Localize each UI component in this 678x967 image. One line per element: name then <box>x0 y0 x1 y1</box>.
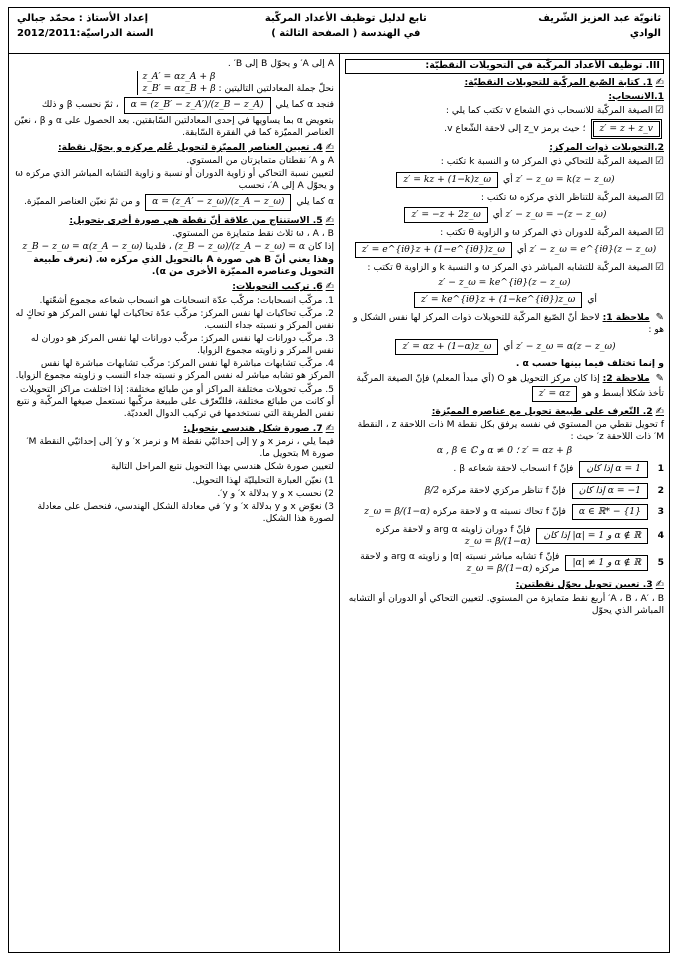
title-block <box>265 12 427 40</box>
school-city: الوادي <box>629 28 661 40</box>
s2-condition: α , β ∈ ℂ و α ≠ 0 ؛ z′ = αz + β <box>436 445 573 457</box>
note-1 <box>345 311 664 336</box>
case-5-condition: |α| ≠ 1 و α ∉ ℝ <box>565 555 648 571</box>
translation-note: ؛ حيث يرمز z_v إلى لاحقة الشّعاع v. <box>444 123 586 135</box>
doc-subtitle: في الهندسة ( الصفحة الثالثة ) <box>271 28 421 40</box>
s4-formula: α = (z_A′ − z_ω)/(z_A − z_ω) <box>145 194 291 210</box>
s7-p1: فيما يلي ، نرمز x و y إلى إحداثيّي نقطة M و نرمز x′ و y′ إلى إحداثيّي النقطة M′ صورة M بتحويل ما. <box>26 436 334 460</box>
case-1-text: فإنّ f انسحاب لاحقة شعاعه β . <box>453 463 574 475</box>
case-3-condition: α ∈ ℝ* − {1} <box>572 504 648 520</box>
rotation-text: ☑ الصيغة المركّبة للدوران ذي المركز ω و الزاوية θ تكتب : <box>345 226 664 239</box>
content-columns <box>9 54 669 951</box>
note-2-label: ملاحظة 2: <box>602 372 650 384</box>
s2-intro: f تحويل نقطي من المستوي في نفسه يرفق بكل نقطة M ذات اللاحقة z ، النقطة M′ ذات اللاحقة z′ حيث : <box>357 419 664 443</box>
s5-formula-2: z_B − z_ω = α(z_A − z_ω) <box>22 240 143 252</box>
s5-formula-line <box>14 241 334 253</box>
case-2 <box>345 482 664 500</box>
pencil-icon: ✍ <box>655 405 664 417</box>
s5-p4: وهذا يعني أنّ B هي صورة A بالتحويل الذي مركزه ω. (نعرف طبيعة التحويل وعناصره المميّزة الأخرى من α). <box>33 254 334 278</box>
case-4-value: z_ω = β/(1−α) <box>464 536 531 548</box>
note-1-formulas <box>345 338 664 356</box>
case-5-number: 5 <box>657 557 664 569</box>
homothety-formula-1: z′ = kz + (1−k)z_ω <box>396 172 498 188</box>
s5-p1: ω ، A ، B ثلاث نقط متمايزة من المستوي. <box>172 227 334 239</box>
case-2-value: β/2 <box>424 484 440 496</box>
homothety-formulas <box>345 171 664 189</box>
s4-p1: A و A′ نقطتان متمايزتان من المستوي. <box>186 155 334 167</box>
translation-formula-line <box>345 118 664 140</box>
case-2-condition: إذا كان α = −1 <box>572 483 648 499</box>
symmetry-formula-1: z′ = −z + 2z_ω <box>404 207 487 223</box>
translation-text: ☑ الصيغة المركّبة للانسحاب ذي الشعاع v تكتب كما يلي : <box>345 104 664 117</box>
s3-text: A ، B ، A′ ، B′ أربع نقط متمايزة من المستوي. لتعيين التحاكي أو الدوران أو التشابه المباشر الذي يحوّل <box>348 592 664 616</box>
system-eq-1: z_A′ = αz_A + β <box>142 71 216 83</box>
similarity-formula-2-line <box>345 291 664 309</box>
centered-transforms-heading: 2.التحويلات ذوات المركز: <box>549 142 664 154</box>
lc-p2: نحلّ جملة المعادلتين التاليتين : <box>218 83 334 95</box>
composition-item-4: 4. مركّب تشابهات مباشرة لها نفس المركز: مركّب تشابهات مباشرة لها نفس المركز هو تشابه مباشر له نفس المركز و نسبته جداء النسب و زاويته مجموع الزوايا. <box>15 358 334 382</box>
s7-step-2: 2) نحسب x و y بدلالة x′ و y′. <box>217 487 334 499</box>
rotation-formula-2: z′ − z_ω = e^{iθ}(z − z_ω) <box>529 244 657 256</box>
subsection-2-title: ✍2. التّعرف على طبيعة تحويل مع عناصره المميّزة: <box>431 405 664 417</box>
translation-formula: z′ = z + z_v <box>591 119 662 139</box>
section-3-title: III. توظيف الأعداد المركّبة في التحويلات النقطيّة: <box>345 59 664 74</box>
composition-item-1: 1. مركّب انسحابات: مركّب عدّة انسحابات هو انسحاب شعاعه مجموع أشعّتها. <box>39 294 334 306</box>
s7-step-1: 1) نعيّن العبارة التحليليّة لهذا التحويل. <box>192 474 334 486</box>
pencil-icon: ✍ <box>325 214 334 226</box>
s4-p3: α كما يلي <box>296 196 334 208</box>
similarity-text: ☑ الصيغة المركّبة للتشابه المباشر ذي المركز ω و النسبة k و الزاوية θ تكتب : <box>345 261 664 274</box>
author-block <box>17 12 153 40</box>
case-4-text: فإنّ f دوران زاويته arg α و لاحقة مركزه z_ω = β/(1−α) <box>375 523 531 548</box>
symmetry-text: ☑ الصيغة المركّبة للتناظر الذي مركزه ω تكتب : <box>345 191 664 204</box>
case-4 <box>345 524 664 548</box>
case-1-condition: إذا كان α = 1 <box>579 461 648 477</box>
case-5-text: فإنّ f تشابه مباشر نسبته |α| و زاويته arg α و لاحقة مركزه z_ω = β/(1−α) <box>360 551 560 575</box>
case-4-condition: إذا كان |α| = 1 و α ∉ ℝ <box>536 528 648 544</box>
subsection-1-title: ✍1. كتابة الصّيغ المركّبة للتحويلات النقطيّة: <box>464 76 664 88</box>
school-block <box>538 12 661 40</box>
s4-alpha-line <box>14 193 334 211</box>
school-year: السنة الدراسيّة:2012/2011 <box>17 28 154 40</box>
pencil-icon: ✍ <box>325 281 334 293</box>
rotation-formulas <box>345 241 664 259</box>
case-1 <box>345 460 664 478</box>
similarity-or: أي <box>587 293 597 305</box>
note-2-formula: z′ = αz <box>532 386 578 402</box>
similarity-formula-2: z′ = ke^{iθ}z + (1−ke^{iθ})z_ω <box>414 292 582 308</box>
case-3-number: 3 <box>657 505 664 517</box>
case-2-number: 2 <box>657 484 664 496</box>
alpha-formula: α = (z_B′ − z_A′)/(z_B − z_A) <box>124 97 271 113</box>
page-header <box>9 8 669 54</box>
note-1-formula-1: z′ − z_ω = α(z − z_ω) <box>515 341 616 353</box>
pencil-icon: ✍ <box>655 579 664 591</box>
note-1-or: أي <box>503 341 514 353</box>
homothety-formula-2: z′ − z_ω = k(z − z_ω) <box>515 173 615 185</box>
case-5 <box>345 551 664 575</box>
document-page <box>8 7 670 953</box>
s2-condition-line <box>345 445 664 457</box>
school-name: ثانويّة عبد العزيز الشّريف <box>538 13 661 24</box>
lc-p1: A إلى A′ و يحوّل B إلى B′ . <box>227 58 334 69</box>
subsection-3-title: ✍3. تعيين تحويل يحوّل نقطتين: <box>515 579 664 591</box>
subsection-7-title: ✍7. صورة شكل هندسي بتحويل: <box>183 422 334 434</box>
note-2 <box>345 372 664 403</box>
pen-icon: ✎ <box>655 311 664 323</box>
s4-p4: و من ثمّ نعيّن العناصر المميّزة. <box>23 196 141 208</box>
pencil-icon: ✍ <box>325 141 334 153</box>
left-column <box>9 54 339 951</box>
lc-p3-end: ، ثمّ نحسب β و ذلك بتعويض α بما يساويها في إحدى المعادلتين السّابقتين. بعد الحصول على α و β ، نعيّن العناصر المميّزة كما في الفقرة السّابقة. <box>14 99 334 138</box>
rotation-or: أي <box>516 244 527 256</box>
note-2-text: إذا كان مركز التحويل هو O (أي مبدأ المعلم) فإنّ الصيغة المركّبة تأخذ شكلا أبسط و هو <box>356 372 664 399</box>
subsection-6-title: ✍6. تركيب التحويلات: <box>232 281 334 293</box>
doc-title: تابع لدليل توظيف الأعداد المركّبة <box>264 13 427 24</box>
note-1-end: و إنما تختلف فيما بينها حسب α . <box>515 358 664 370</box>
lc-p3: فنجد α كما يلي <box>275 99 334 111</box>
composition-item-2: 2. مركّب تحاكيات لها نفس المركز: مركّب عدّة تحاكيات لها نفس المركز هو تحاكٍ له نفس المركز و نسبته جداء النسب. <box>15 307 334 331</box>
system-eq-2: z_B′ = αz_B + β <box>142 83 216 95</box>
s4-p2: لتعيين نسبة التحاكي أو زاوية الدوران أو نسبة و زاوية التشابه المباشر الذي مركزه ω و يحوّل A إلى A′، نحسب <box>15 168 334 192</box>
rotation-formula-1: z′ = e^{iθ}z + (1−e^{iθ})z_ω <box>355 242 512 258</box>
subsection-5-title: ✍5. الاستنتاج من علاقة أنّ نقطة هي صورة أخرى بتحويل: <box>69 214 334 226</box>
pencil-icon: ✍ <box>325 422 334 434</box>
case-3-text: فإنّ f تحاك نسبته α و لاحقة مركزه z_ω = β/(1−α) <box>364 505 566 517</box>
note-1-text: لاحظ أنّ الصّيغ المركّبة للتحويلات ذوات المركز لها نفس الشكل و هو : <box>353 311 664 336</box>
similarity-formula-1: z′ − z_ω = ke^{iθ}(z − z_ω) <box>438 276 571 288</box>
case-3-value: z_ω = β/(1−α) <box>364 505 430 517</box>
case-3 <box>345 503 664 521</box>
lc-system-line <box>14 71 334 95</box>
lc-alpha-line <box>14 96 334 138</box>
note-1-formula-2: z′ = αz + (1−α)z_ω <box>395 339 498 355</box>
right-column <box>339 54 669 951</box>
similarity-formula-1-line <box>345 277 664 289</box>
pencil-icon: ✍ <box>655 76 664 88</box>
s7-p2: لتعيين صورة شكل هندسي بهذا التحويل نتبع المراحل التالية <box>110 461 334 473</box>
case-2-text: فإنّ f تناظر مركزي لاحقة مركزه β/2 <box>424 484 566 496</box>
case-1-number: 1 <box>657 463 664 475</box>
symmetry-or: أي <box>492 208 503 220</box>
composition-item-3: 3. مركّب دورانات لها نفس المركز: مركّب دورانات لها نفس المركز هو دوران له نفس المركز و زاويته مجموع الزوايا. <box>30 332 334 357</box>
case-4-number: 4 <box>657 529 664 541</box>
note-1-label: ملاحظة 1: <box>602 311 650 323</box>
symmetry-formula-2: z′ − z_ω = −(z − z_ω) <box>505 208 607 220</box>
homothety-or: أي <box>502 173 513 185</box>
translation-heading: 1.الانسحاب: <box>608 90 664 102</box>
s5-formula-1: (z_B − z_ω)/(z_A − z_ω) = α <box>174 240 306 252</box>
s7-step-3: 3) نعوّض x و y بدلالة x′ و y′ في معادلة الشكل الهندسي، فنحصل على معادلة لصورة هذا الشكل. <box>37 500 334 524</box>
s5-p3: ، فلدينا <box>145 240 172 252</box>
author-name: إعداد الأستاذ : محمّد جبالي <box>17 13 149 24</box>
equation-system <box>137 71 215 95</box>
subsection-4-title: ✍4. تعيين العناصر المميّزة لتحويل عُلم مركزه و يحوّل نقطة: <box>58 141 334 153</box>
pen-icon: ✎ <box>655 372 664 384</box>
homothety-text: ☑ الصيغة المركّبة للتحاكي ذي المركز ω و النسبة k تكتب : <box>345 155 664 168</box>
case-5-value: z_ω = β/(1−α) <box>466 563 533 575</box>
symmetry-formulas <box>345 206 664 224</box>
composition-item-5: 5. مركّب تحويلات مختلفة المراكز أو من طبائع مختلفة: إذا اختلفت مراكز التحويلات أو كانت من طبائع مختلفة، فللتّعرّف على طبيعة مركّبها نستعمل صيغها المركّبة و نتبع نفس الطريقة التي نستخدمها في تركيب الدوال العدديّة. <box>16 383 334 419</box>
s5-p2: إذا كان <box>307 240 334 252</box>
